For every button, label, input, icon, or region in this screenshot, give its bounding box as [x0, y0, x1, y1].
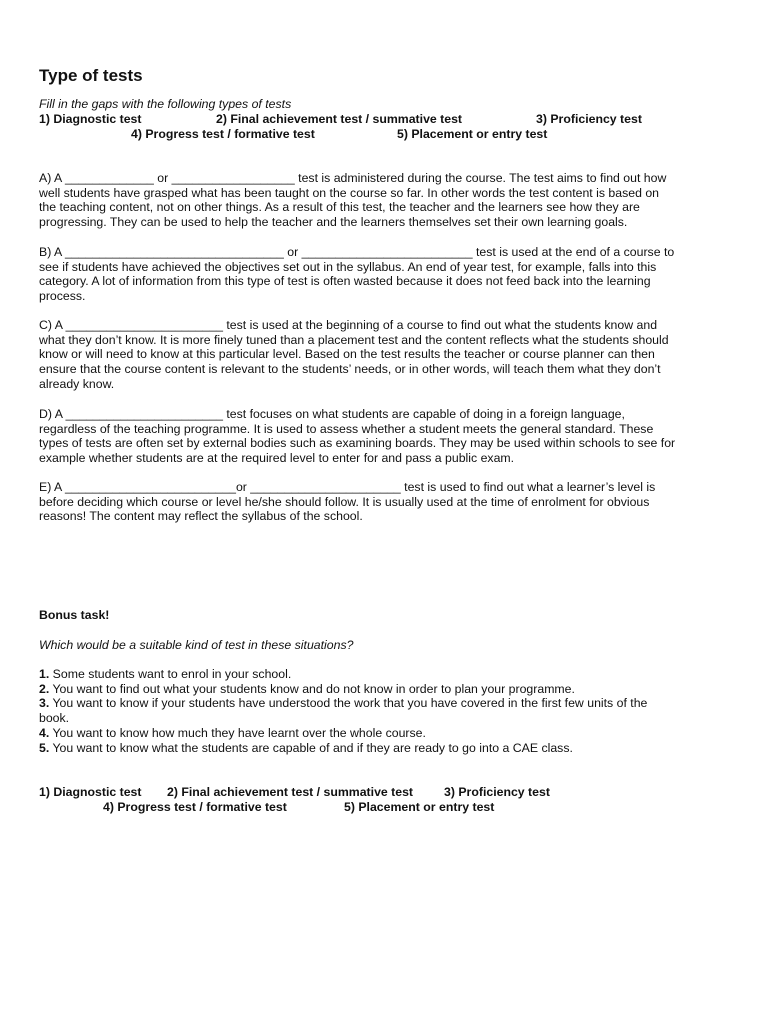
item-number: 3. — [39, 696, 50, 711]
paragraph-line: reasons! The content may reflect the syllabus of the school. — [39, 509, 363, 524]
list-item — [39, 696, 711, 711]
bonus-heading: Bonus task! — [39, 608, 110, 622]
item-number: 1. — [39, 667, 50, 681]
type-option-4-bottom: 4) Progress test / formative test — [103, 800, 287, 814]
paragraph-line: know or will need to know at this particular level. Based on the test results the teacher or course planner can then — [39, 347, 655, 362]
paragraph-line: see if students have achieved the objectives set out in the syllabus. An end of year test, for example, falls into this — [39, 259, 657, 274]
paragraph-line: well students have grasped what has been taught on the course so far. In other words the test content is based on — [39, 185, 660, 200]
paragraph-line: progressing. They can be used to help the teacher and the learners themselves set their own learning goals. — [39, 215, 628, 230]
paragraph-line: D) A _______________________ test focuses on what students are capable of doing in a foreign language, — [39, 407, 625, 421]
type-option-3: 3) Proficiency test — [536, 112, 642, 126]
type-option-5-bottom: 5) Placement or entry test — [344, 800, 495, 814]
type-option-2: 2) Final achievement test / summative test — [216, 112, 463, 126]
paragraph-line: ensure that the course content is relevant to the students’ needs, or in other words, will teach them what they don’t — [39, 362, 661, 377]
type-option-1: 1) Diagnostic test — [39, 112, 142, 126]
list-item — [39, 726, 711, 741]
paragraph-line: A) A _____________ or __________________ test is administered during the course. The test aims to find out how — [39, 171, 667, 185]
list-item — [39, 711, 711, 726]
bonus-question: Which would be a suitable kind of test in these situations? — [39, 638, 354, 652]
item-text: You want to find out what your students know and do not know in order to plan your programme. — [49, 681, 575, 696]
item-text: You want to know if your students have understood the work that you have covered in the first few units of the — [49, 696, 648, 711]
paragraph-line: category. A lot of information from this type of test is often wasted because it does not feed back into the learning — [39, 274, 651, 289]
list-item — [39, 667, 711, 682]
paragraph-c — [39, 318, 711, 392]
paragraph-line: types of tests are often set by external bodies such as examining boards. They may be used within schools to see for — [39, 436, 676, 451]
paragraph-line: the teaching content, not on other things. As a result of this test, the teacher and the learners see how they are — [39, 200, 640, 215]
paragraph-line: E) A _________________________or ______________________ test is used to find out what a learner’s level is — [39, 480, 656, 494]
list-item — [39, 682, 711, 697]
type-option-1-bottom: 1) Diagnostic test — [39, 785, 142, 799]
type-option-3-bottom: 3) Proficiency test — [444, 785, 550, 799]
paragraph-line: B) A ________________________________ or _________________________ test is used at the end of a course to — [39, 245, 675, 259]
paragraph-line: example whether students are at the required level to enter for and pass a public exam. — [39, 451, 515, 466]
paragraph-line: what they don’t know. It is more finely tuned than a placement test and the content reflects what the students should — [39, 332, 669, 347]
page-title: Type of tests — [39, 66, 143, 85]
paragraph-a — [39, 171, 711, 230]
paragraph-line: C) A _______________________ test is used at the beginning of a course to find out what the students know and — [39, 318, 658, 332]
paragraph-line: already know. — [39, 376, 115, 391]
item-number: 4. — [39, 725, 50, 740]
item-text: book. — [39, 711, 70, 726]
item-text: You want to know what the students are capable of and if they are ready to go into a CAE class. — [49, 740, 573, 755]
bonus-situation-list — [39, 667, 711, 755]
type-option-5: 5) Placement or entry test — [397, 127, 548, 141]
type-option-2-bottom: 2) Final achievement test / summative test — [167, 785, 414, 799]
type-option-4: 4) Progress test / formative test — [131, 127, 315, 141]
paragraph-line: process. — [39, 289, 86, 304]
item-number: 2. — [39, 681, 50, 696]
item-text: You want to know how much they have learnt over the whole course. — [49, 725, 426, 740]
item-text: Some students want to enrol in your school. — [49, 667, 292, 681]
paragraph-line: regardless of the teaching programme. It is used to assess whether a student meets the general standard. These — [39, 421, 654, 436]
list-item — [39, 741, 711, 756]
paragraph-b — [39, 245, 711, 304]
instruction-text: Fill in the gaps with the following types of tests — [39, 97, 292, 111]
paragraph-line: before deciding which course or level he/she should follow. It is usually used at the time of enrolment for obvious — [39, 494, 650, 509]
item-number: 5. — [39, 740, 50, 755]
paragraph-e — [39, 480, 711, 524]
paragraph-d — [39, 407, 711, 466]
